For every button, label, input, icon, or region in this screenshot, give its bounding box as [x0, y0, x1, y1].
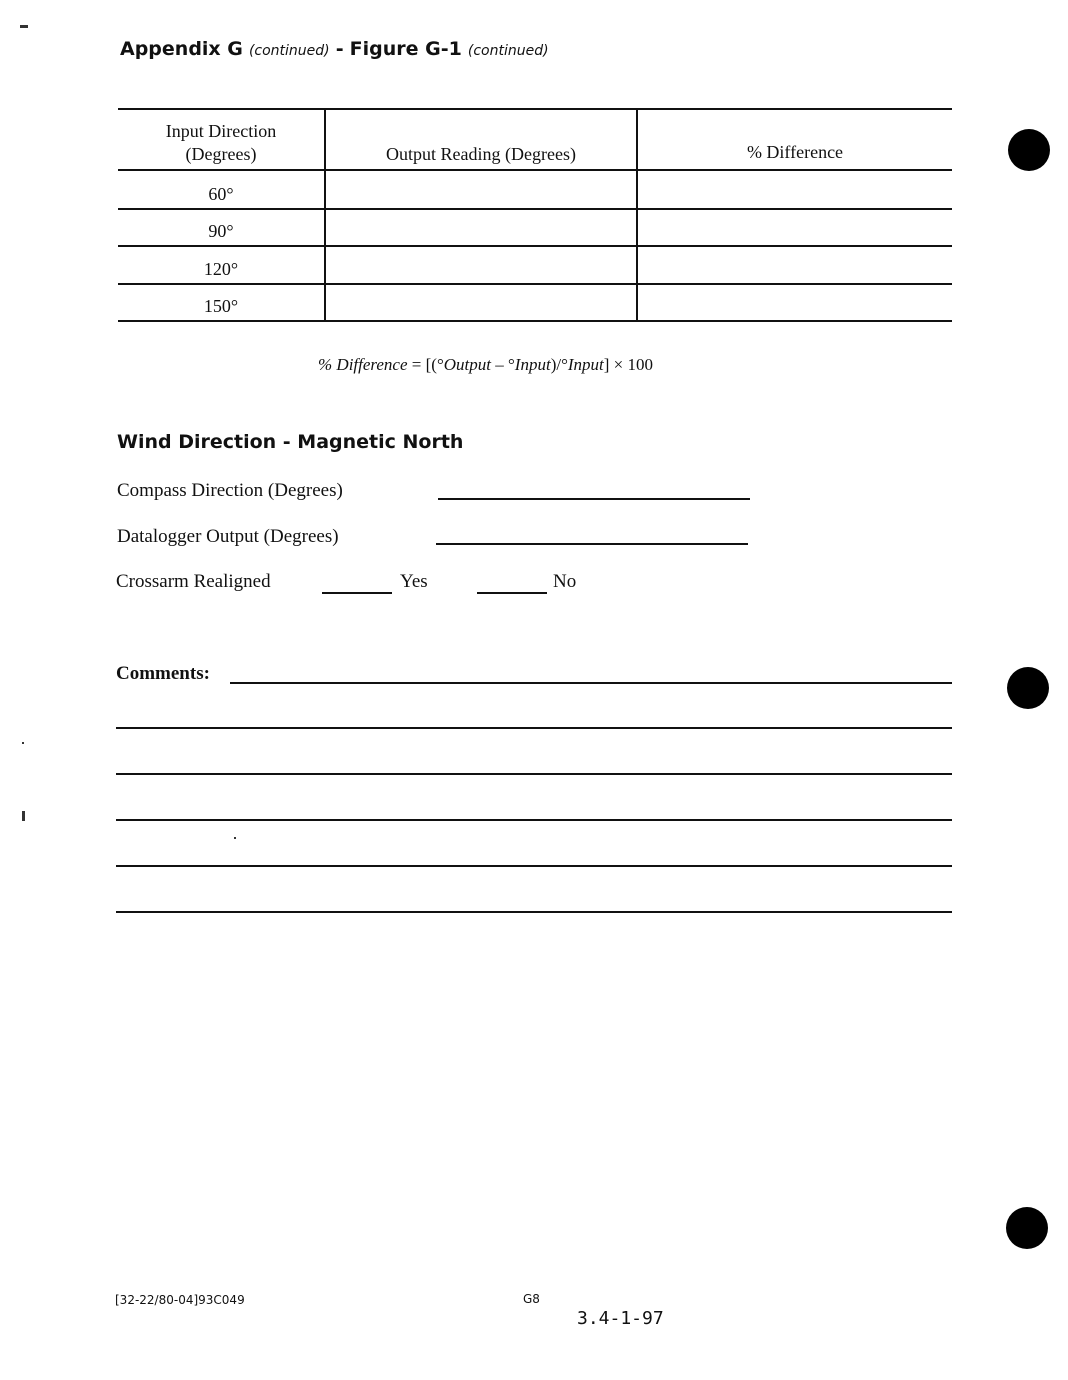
table-cell-input: 60° [208, 184, 234, 204]
punch-hole [1006, 1207, 1048, 1249]
figure-title: Figure G-1 [349, 38, 462, 60]
formula-input: Input [567, 355, 604, 374]
table-rule [118, 245, 952, 247]
formula-close: ] × 100 [603, 355, 654, 374]
compass-field[interactable] [438, 498, 750, 500]
page-label: G8 [523, 1292, 540, 1306]
table-rule [118, 283, 952, 285]
page-number: 3.4-1-97 [577, 1308, 664, 1329]
scan-speck [22, 742, 24, 744]
direction-table [118, 108, 952, 324]
formula-minus: – ° [495, 355, 515, 374]
formula-output: Output [443, 355, 491, 374]
comments-line[interactable] [116, 773, 952, 775]
column-header-difference: % Difference [746, 142, 844, 162]
section-title: Wind Direction - Magnetic North [117, 431, 464, 453]
table-rule [118, 208, 952, 210]
column-header-input: Input Direction (Degrees) [165, 121, 277, 164]
difference-formula [318, 355, 653, 375]
formula-open: [(° [425, 355, 444, 374]
formula-input: Input [514, 355, 551, 374]
datalogger-label: Datalogger Output (Degrees) [117, 526, 339, 547]
no-checkbox-blank[interactable] [477, 592, 547, 594]
table-cell-input: 150° [203, 296, 239, 316]
formula-slash: )/° [550, 355, 568, 374]
comments-line[interactable] [116, 819, 952, 821]
comments-label: Comments: [116, 663, 210, 684]
scan-speck [234, 837, 236, 839]
punch-hole [1007, 667, 1049, 709]
no-label: No [553, 571, 577, 592]
table-rule [118, 108, 952, 110]
continued-note: (continued) [467, 43, 549, 59]
crossarm-label: Crossarm Realigned [116, 571, 271, 592]
page-header [120, 38, 549, 60]
formula-lhs: % Difference [318, 355, 408, 374]
comments-line[interactable] [116, 727, 952, 729]
appendix-title: Appendix G [120, 38, 243, 60]
comments-line[interactable] [230, 682, 952, 684]
scan-speck [22, 811, 25, 821]
header-separator: - [335, 38, 344, 60]
table-column-rule [324, 108, 326, 322]
table-rule [118, 169, 952, 171]
table-cell-input: 120° [203, 259, 239, 279]
continued-note: (continued) [248, 43, 330, 59]
table-cell-input: 90° [208, 221, 234, 241]
compass-label: Compass Direction (Degrees) [117, 480, 343, 501]
datalogger-field[interactable] [436, 543, 748, 545]
yes-label: Yes [400, 571, 428, 592]
comments-line[interactable] [116, 865, 952, 867]
yes-checkbox-blank[interactable] [322, 592, 392, 594]
table-rule [118, 320, 952, 322]
scan-speck [20, 25, 28, 28]
column-header-output: Output Reading (Degrees) [386, 144, 576, 164]
comments-line[interactable] [116, 911, 952, 913]
formula-equals: = [411, 355, 422, 374]
punch-hole [1008, 129, 1050, 171]
document-code: [32-22/80-04]93C049 [115, 1293, 245, 1307]
